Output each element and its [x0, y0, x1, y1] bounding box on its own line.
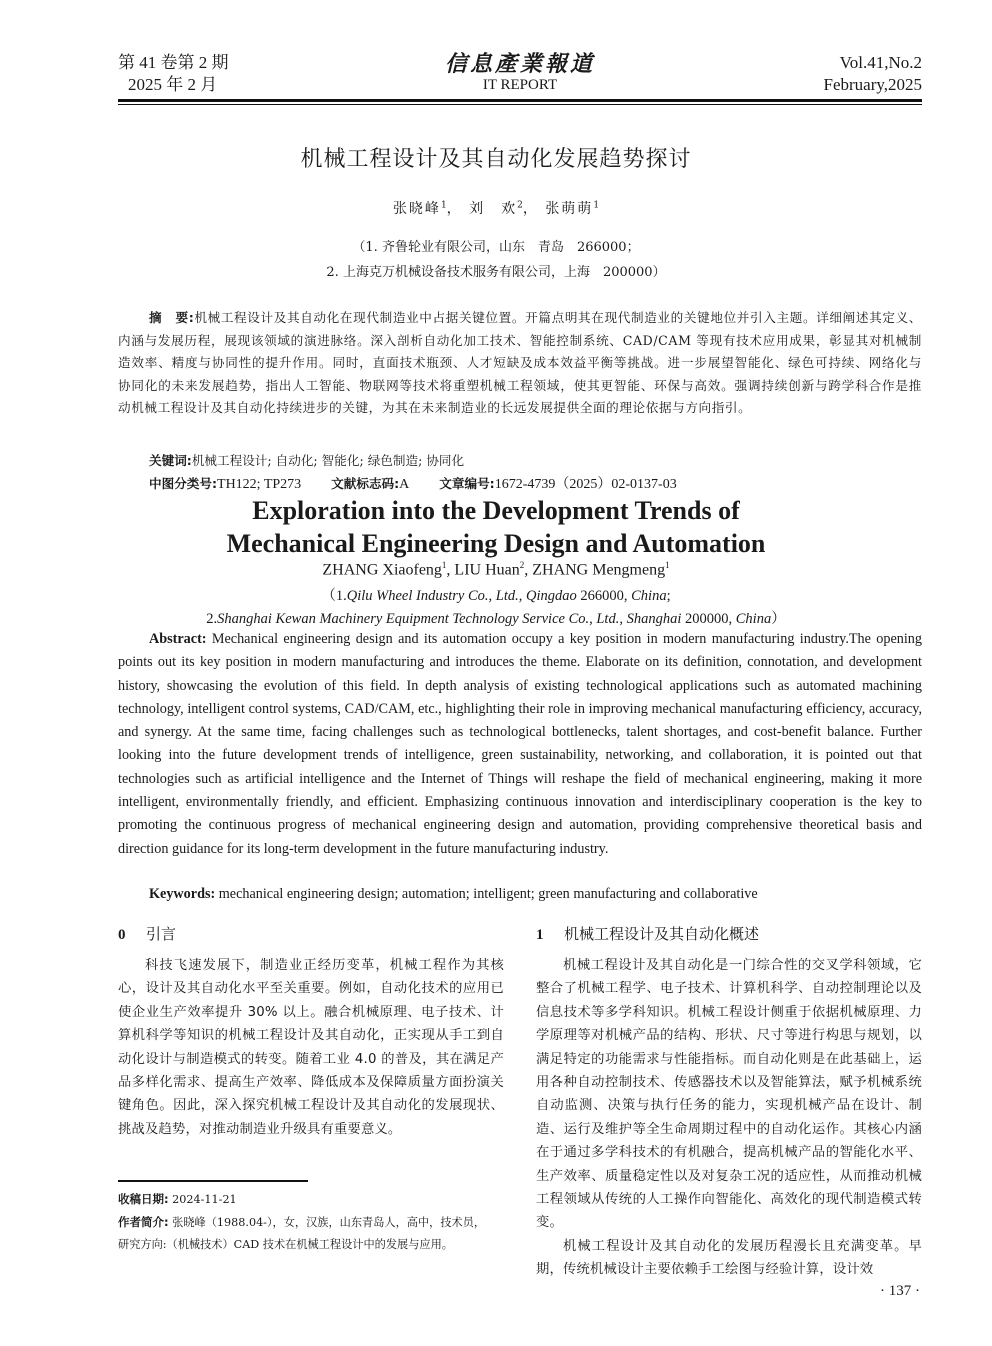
- aff-end: ;: [666, 588, 671, 604]
- affiliation-cn-2: 2. 上海克万机械设备技术服务有限公司，上海 200000）: [326, 265, 666, 280]
- header-rule-thick: [118, 99, 922, 102]
- body-paragraph: 机械工程设计及其自动化的发展历程漫长且充满变革。早期，传统机械设计主要依赖手工绘图与经验计算，设计效: [536, 1238, 922, 1278]
- aff-zip: 200000,: [681, 611, 736, 627]
- author-aff-mark: 1: [440, 200, 447, 211]
- title-en-line-2: Mechanical Engineering Design and Automation: [226, 529, 766, 558]
- authors-cn: 张晓峰$^1$， 刘 欢$^2$， 张萌萌$^1$: [392, 200, 600, 217]
- aff-prefix: （1.: [321, 588, 347, 604]
- received-value: 2024-11-21: [172, 1193, 237, 1206]
- author-aff-mark: 1: [441, 560, 447, 570]
- section-title: 引言: [146, 925, 177, 943]
- author-aff-mark: 2: [517, 200, 523, 211]
- author-name: 刘 欢: [469, 201, 518, 217]
- affiliation-cn-1: （1. 齐鲁轮业有限公司，山东 青岛 266000；: [352, 240, 640, 255]
- aff-end: ）: [771, 611, 786, 627]
- abstract-en-text: Mechanical engineering design and its automation occupy a key position in modern manufacturing industry.The opening points out its key position in modern manufacturing and introduces the theme. Elaborate on its definition, connotation, and development history, showcasing the evolution of this field. In depth analysis of existing technological applications such as automated machining technology, intelligent control systems, CAD/CAM, etc., highlighting their role in improving mechanical manufacturing efficiency, accuracy, and synergy. At the same time, facing challenges such as technological bottlenecks, talent shortages, and cost-benefit balance. Further looking into the future development trends of intelligence, green sustainability, networking, and collaboration, it is pointed out that technologies such as artificial intelligence and the Internet of Things will reshape the field of mechanical engineering, making it more intelligent, environmentally friendly, and efficient. Emphasizing continuous innovation and interdisciplinary cooperation is the key to promoting the continuous progress of mechanical engineering design and automation, providing comprehensive theoretical basis and direction guidance for its long-term development in the future manufacturing industry.: [118, 631, 922, 857]
- author-name: 张萌萌: [545, 201, 594, 217]
- page-number: · 137 ·: [880, 1283, 920, 1299]
- journal-logo: 信息產業報道: [444, 51, 595, 77]
- author-bio-label: 作者简介:: [118, 1215, 169, 1229]
- header-left: [118, 52, 229, 96]
- aff-country: China: [735, 611, 772, 627]
- title-en-line-1: Exploration into the Development Trends of: [252, 496, 740, 525]
- received-label: 收稿日期:: [118, 1192, 169, 1206]
- author-name: 张晓峰: [392, 201, 441, 217]
- article-no-label: 文章编号:: [439, 476, 495, 491]
- authors-en: ZHANG Xiaofeng$^1$, LIU Huan$^2$, ZHANG Mengmeng$^1$: [322, 560, 670, 579]
- aff-org: Qilu Wheel Industry Co., Ltd., Qingdao: [346, 588, 577, 604]
- body-paragraph: 科技飞速发展下，制造业正经历变革，机械工程作为其核心，设计及其自动化水平至关重要。例如，自动化技术的应用已使企业生产效率提升 30% 以上。融合机械原理、电子技术、计算机科学等知识的机械工程设计及其自动化，正实现从手工到自动化设计与制造模式的转变。随着工业 4.0 的普及，其在满足产品多样化需求、提高生产效率、降低成本及保障质量方面扮演关键角色。因此，深入探究机械工程设计及其自动化的发展现状、挑战及趋势，对推动制造业升级具有重要意义。: [118, 958, 504, 1137]
- section-title: 机械工程设计及其自动化概述: [564, 925, 760, 943]
- volume-en: Vol.41,No.2: [839, 53, 922, 72]
- body-column-left: [118, 922, 504, 1141]
- volume-cn: 第 41 卷第 2 期: [118, 53, 229, 72]
- abstract-cn-label: 摘 要:: [149, 310, 195, 325]
- keywords-cn-text: 机械工程设计; 自动化; 智能化; 绿色制造; 协同化: [191, 453, 465, 468]
- section-number: 1: [536, 927, 544, 943]
- research-direction: 研究方向:（机械技术）CAD 技术在机械工程设计中的发展与应用。: [118, 1238, 453, 1251]
- abstract-cn: [118, 307, 922, 420]
- aff-prefix: 2.: [206, 611, 218, 627]
- footnote-rule: [118, 1180, 308, 1182]
- author-bio-value: 张晓峰（1988.04-），女，汉族，山东青岛人，高中，技术员，: [172, 1216, 486, 1229]
- running-header: [118, 52, 922, 98]
- header-right: [823, 52, 922, 96]
- journal-masthead: [410, 52, 630, 94]
- article-no-value: 1672-4739（2025）02-0137-03: [494, 477, 677, 492]
- body-column-right: [536, 922, 922, 1282]
- abstract-en-label: Abstract:: [149, 631, 207, 647]
- section-heading: [118, 922, 504, 946]
- author-aff-mark: 1: [665, 560, 670, 570]
- affiliation-en-1: [0, 584, 992, 605]
- journal-name-en: IT REPORT: [482, 77, 558, 93]
- aff-country: China: [631, 588, 667, 604]
- paper-title-en: [0, 494, 992, 560]
- header-rule-thin: [118, 104, 922, 105]
- keywords-en-label: Keywords:: [149, 886, 216, 902]
- date-cn: 2025 年 2 月: [128, 75, 218, 94]
- classification-line: [149, 473, 677, 493]
- footnote-author-bio: [118, 1211, 518, 1256]
- footnote-received: [118, 1188, 518, 1211]
- aff-org: Shanghai Kewan Machinery Equipment Technology Service Co., Ltd., Shanghai: [217, 611, 682, 627]
- abstract-en: [118, 628, 922, 861]
- doc-code-value: A: [399, 477, 410, 492]
- author-name-en: LIU Huan: [454, 561, 520, 579]
- clc-value: TH122; TP273: [217, 477, 302, 492]
- keywords-cn: [149, 450, 464, 469]
- clc-label: 中图分类号:: [149, 476, 218, 491]
- author-name-en: ZHANG Xiaofeng: [322, 561, 442, 579]
- paper-title-cn: 机械工程设计及其自动化发展趋势探讨: [300, 147, 692, 172]
- keywords-en-text: mechanical engineering design; automation; intelligent; green manufacturing and collaborative: [218, 886, 758, 902]
- author-name-en: ZHANG Mengmeng: [532, 561, 666, 579]
- abstract-cn-text: 机械工程设计及其自动化在现代制造业中占据关键位置。开篇点明其在现代制造业的关键地位并引入主题。详细阐述其定义、内涵与发展历程，展现该领域的演进脉络。深入剖析自动化加工技术、智能控制系统、CAD/CAM 等现有技术应用成果，彰显其对机械制造效率、精度与协同性的提升作用。同时，直面技术瓶颈、人才短缺及成本效益平衡等挑战。进一步展望智能化、绿色可持续、网络化与协同化的未来发展趋势，指出人工智能、物联网等技术将重塑机械工程领域，使其更智能、环保与高效。强调持续创新与跨学科合作是推动机械工程设计及其自动化持续进步的关键，为其在未来制造业的长远发展提供全面的理论依据与方向指引。: [118, 310, 922, 416]
- author-aff-mark: 2: [519, 560, 525, 570]
- section-heading: [536, 922, 922, 946]
- date-en: February,2025: [823, 75, 922, 94]
- keywords-en: [149, 886, 758, 903]
- body-paragraph: 机械工程设计及其自动化是一门综合性的交叉学科领域，它整合了机械工程学、电子技术、计算机科学、自动控制理论以及信息技术等多学科知识。机械工程设计侧重于依据机械原理、力学原理等对机械产品的结构、形状、尺寸等进行构思与规划，以满足特定的功能需求与性能指标。而自动化则是在此基础上，运用各种自动控制技术、传感器技术以及智能算法，赋予机械系统自动监测、决策与执行任务的能力，实现机械产品在设计、制造、运行及维护等全生命周期过程中的自动化运作。其核心内涵在于通过多学科技术的有机融合，提高机械产品的智能化水平、生产效率、质量稳定性以及对复杂工况的适应性，从而推动机械工程领域从传统的人工操作向智能化、高效化的现代制造模式转变。: [536, 958, 922, 1231]
- aff-zip: 266000,: [576, 588, 632, 604]
- keywords-cn-label: 关键词:: [149, 453, 192, 468]
- author-aff-mark: 1: [593, 200, 600, 211]
- doc-code-label: 文献标志码:: [331, 476, 400, 491]
- section-number: 0: [118, 927, 126, 943]
- affiliation-en-2: [0, 607, 992, 628]
